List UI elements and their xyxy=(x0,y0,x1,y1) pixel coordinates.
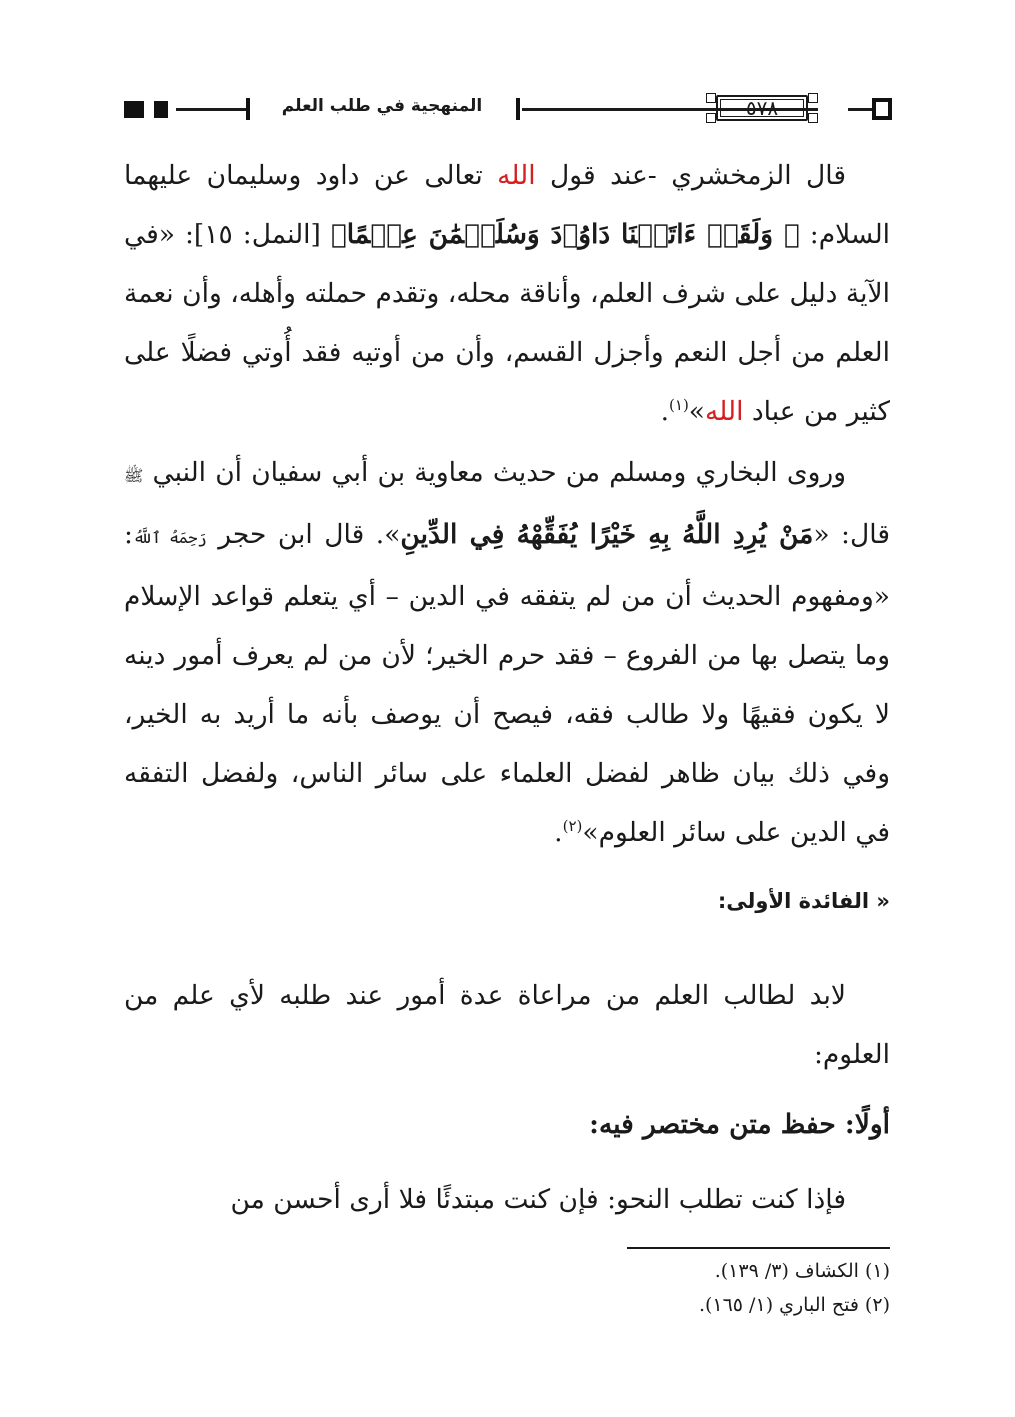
footnote-2: (٢) فتح الباري (١/ ١٦٥). xyxy=(698,1294,890,1316)
paragraph-zamakhshari: قال الزمخشري -عند قول الله تعالى عن داود وسليمان عليهما السلام: ﴿ وَلَقَدۡ ءَاتَيۡنَا دَاوُۥدَ وَسُلَيۡمَٰنَ عِلۡمًا﴾ [النمل: ١٥]: «في الآية دليل على شرف العلم، وأناقة محله، وتقدم حملته وأهله، وأن نعمة العلم من أجل النعم وأجزل القسم، وأن من أوتيه فقد أُوتي فضلًا على كثير من عباد الله»$^{(١)}$. xyxy=(124,160,891,427)
section-title: « الفائدة الأولى: xyxy=(717,889,890,913)
footnote-separator xyxy=(627,1247,890,1249)
running-title: المنهجية في طلب العلم xyxy=(281,96,483,116)
page-number: ٥٧٨ xyxy=(745,96,779,120)
header-ornament-square xyxy=(872,98,892,120)
subheading-first: أولًا: حفظ متن مختصر فيه: xyxy=(589,1109,890,1140)
footnote-marker: (٢) xyxy=(562,817,583,836)
divine-name: الله xyxy=(705,396,744,427)
subheading-label: أولًا xyxy=(854,1109,890,1140)
header-ornament-block xyxy=(124,101,144,118)
honorific-glyph: رَحِمَهُ ٱللَّهُ xyxy=(132,528,207,547)
header-ornament-block xyxy=(154,101,168,118)
running-header xyxy=(124,93,890,127)
header-rule xyxy=(176,108,246,111)
divine-name: الله xyxy=(497,160,536,191)
paragraph-hadith: وروى البخاري ومسلم من حديث معاوية بن أبي سفيان أن النبي ﷺ قال: «مَنْ يُرِدِ اللَّهُ بِهِ خَيْرًا يُفَقِّهْهُ فِي الدِّينِ». قال ابن حجر رَحِمَهُ ٱللَّهُ: «ومفهوم الحديث أن من لم يتفقه في الدين – أي يتعلم قواعد الإسلام وما يتصل بها من الفروع – فقد حرم الخير؛ لأن من لم يعرف أمور دينه لا يكون فقيهًا ولا طالب فقه، فيصح أن يوصف بأنه ما أريد به الخير، وفي ذلك بيان ظاهر لفضل العلماء على سائر الناس، ولفضل التفقه في الدين على سائر العلوم»$^{(٢)}$. xyxy=(124,457,890,848)
paragraph-intro: لابد لطالب العلم من مراعاة عدة أمور عند طلبه لأي علم من العلوم: xyxy=(124,980,890,1070)
paragraph-nahw: فإذا كنت تطلب النحو: فإن كنت مبتدئًا فلا أرى أحسن من xyxy=(230,1184,846,1215)
quran-verse: ﴿ وَلَقَدۡ ءَاتَيۡنَا دَاوُۥدَ وَسُلَيۡمَٰنَ عِلۡمًا﴾ xyxy=(330,219,800,250)
header-divider xyxy=(246,98,250,120)
header-divider xyxy=(516,98,520,120)
hadith-text: مَنْ يُرِدِ اللَّهُ بِهِ خَيْرًا يُفَقِّهْهُ فِي الدِّينِ xyxy=(400,519,814,550)
footnote-marker: (١) xyxy=(669,396,689,415)
section-heading xyxy=(124,876,890,925)
honorific-glyph: ﷺ xyxy=(124,466,144,485)
header-rule xyxy=(848,108,872,111)
footnote-1: (١) الكشاف (٣/ ١٣٩). xyxy=(714,1260,890,1282)
page-number-frame xyxy=(702,95,822,123)
